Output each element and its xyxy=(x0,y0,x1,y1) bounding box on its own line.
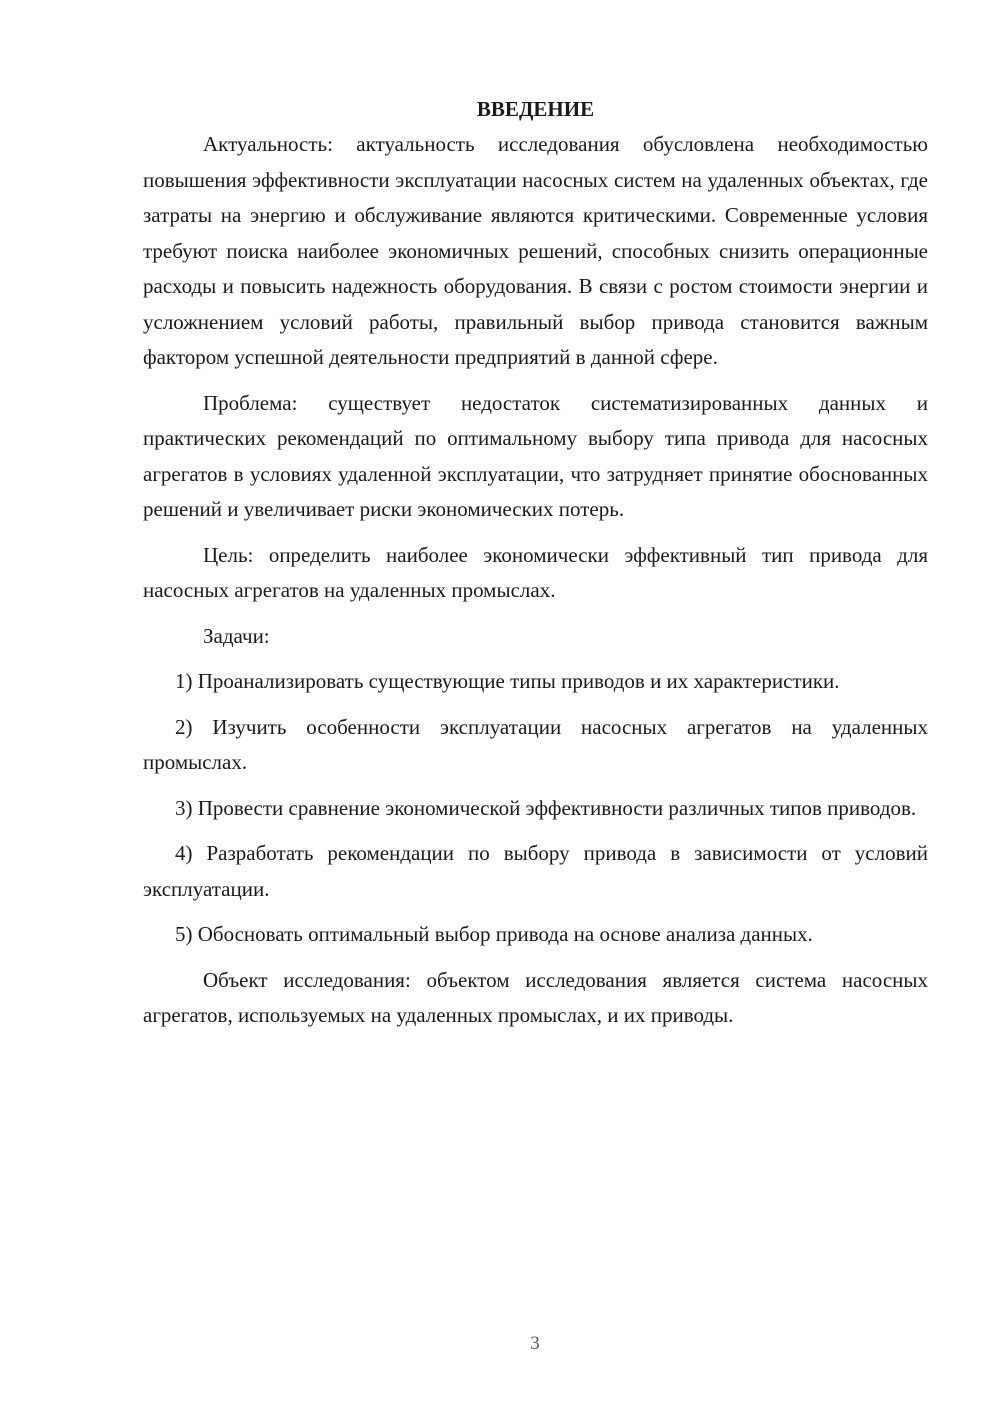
task-item-2: 2) Изучить особенности эксплуатации насосных агрегатов на удаленных промыслах. xyxy=(143,714,928,774)
task-item-4: 4) Разработать рекомендации по выбору привода в зависимости от условий эксплуатации. xyxy=(143,841,928,901)
task-item-1: 1) Проанализировать существующие типы приводов и их характеристики. xyxy=(175,669,840,693)
paragraph-relevance: Актуальность: актуальность исследования обусловлена необходимостью повышения эффективности эксплуатации насосных систем на удаленных объектах, где затраты на энергию и обслуживание являются критическими. Современные условия требуют поиска наиболее экономичных решений, способных снизить операционные расходы и повысить надежность оборудования. В связи с ростом стоимости энергии и усложнением условий работы, правильный выбор привода становится важным фактором успешной деятельности предприятий в данной сфере. xyxy=(143,132,928,369)
tasks-heading: Задачи: xyxy=(203,623,270,648)
task-item-5: 5) Обосновать оптимальный выбор привода на основе анализа данных. xyxy=(175,922,813,946)
paragraph-problem: Проблема: существует недостаток систематизированных данных и практических рекомендаций по оптимальному выбору типа привода для насосных агрегатов в условиях удаленной эксплуатации, что затрудняет принятие обоснованных решений и увеличивает риски экономических потерь. xyxy=(143,390,928,521)
task-item-3: 3) Провести сравнение экономической эффективности различных типов приводов. xyxy=(175,795,917,820)
paragraph-object: Объект исследования: объектом исследования является система насосных агрегатов, используемых на удаленных промыслах, и их приводы. xyxy=(143,967,928,1027)
section-title: ВВЕДЕНИЕ xyxy=(476,97,595,121)
page-number: 3 xyxy=(530,1333,540,1354)
document-page xyxy=(143,92,928,1034)
paragraph-goal: Цель: определить наиболее экономически эффективный тип привода для насосных агрегатов на удаленных промыслах. xyxy=(143,542,928,602)
